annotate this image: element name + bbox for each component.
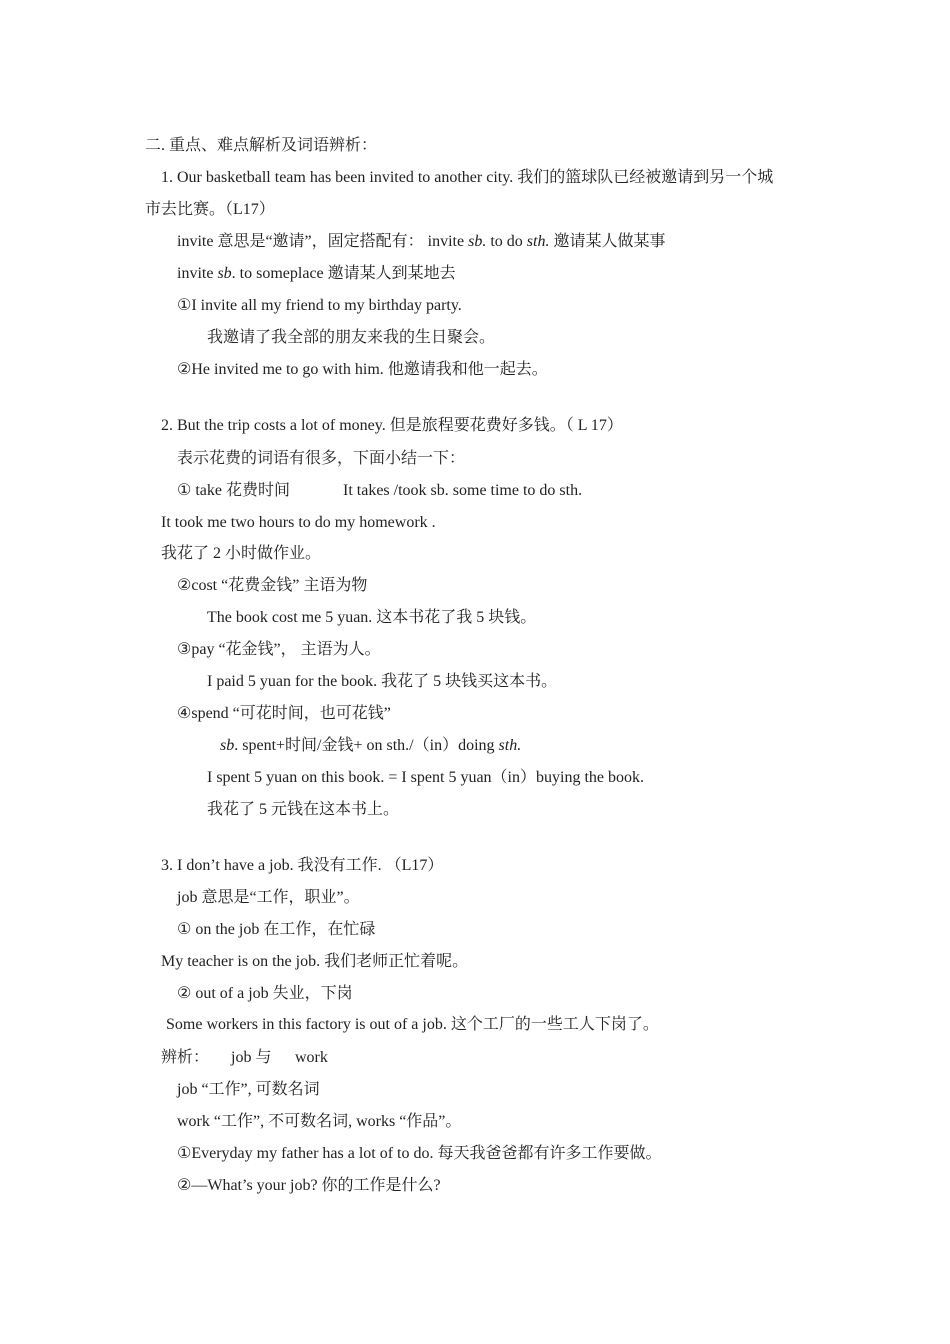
spend-example-translation: 我花了 5 元钱在这本书上。 <box>207 801 400 818</box>
spend-usage: ④spend “可花时间，也可花钱” <box>177 705 391 722</box>
out-of-a-job-example: Some workers in this factory is out of a job. 这个工厂的一些工人下岗了。 <box>166 1016 659 1033</box>
pay-usage: ③pay “花金钱”， 主语为人。 <box>177 641 381 658</box>
spend-pattern: sb. spent+时间/金钱+ on sth./（in）doing sth. <box>220 737 522 754</box>
discrimination-work: work <box>295 1049 328 1066</box>
spend-example: I spent 5 yuan on this book. = I spent 5 yuan（in）buying the book. <box>207 769 644 786</box>
item-2-sentence: 2. But the trip costs a lot of money. 但是旅程要花费好多钱。（ L 17） <box>161 417 623 434</box>
cost-example: The book cost me 5 yuan. 这本书花了我 5 块钱。 <box>207 609 537 626</box>
section-heading: 二. 重点、难点解析及词语辨析： <box>145 137 378 154</box>
job-question-example: ②—What’s your job? 你的工作是什么? <box>177 1177 441 1194</box>
example-1: ①I invite all my friend to my birthday party. <box>177 297 462 314</box>
example-2: ②He invited me to go with him. 他邀请我和他一起去。 <box>177 361 548 378</box>
job-meaning: job 意思是“工作，职业”。 <box>177 889 360 906</box>
example-1-translation: 我邀请了我全部的朋友来我的生日聚会。 <box>207 329 496 346</box>
job-definition: job “工作”, 可数名词 <box>177 1081 320 1098</box>
take-pattern: It takes /took sb. some time to do sth. <box>343 482 583 499</box>
out-of-a-job-usage: ② out of a job 失业，下岗 <box>177 985 353 1002</box>
work-example: ①Everyday my father has a lot of to do. 每天我爸爸都有许多工作要做。 <box>177 1145 662 1162</box>
item-1-sentence: 1. Our basketball team has been invited to another city. 我们的篮球队已经被邀请到另一个城 <box>161 169 774 186</box>
summary-intro: 表示花费的词语有很多，下面小结一下： <box>177 450 466 467</box>
invite-usage-line: invite 意思是“邀请”，固定搭配有： invite sb. to do sth. 邀请某人做某事 <box>177 233 666 250</box>
discrimination-label: 辨析： <box>161 1049 210 1066</box>
item-1-sentence-cont: 市去比赛。（L17） <box>145 201 275 218</box>
pay-example: I paid 5 yuan for the book. 我花了 5 块钱买这本书。 <box>207 673 558 690</box>
take-example-translation: 我花了 2 小时做作业。 <box>161 545 322 562</box>
take-usage: ① take 花费时间 <box>177 482 290 499</box>
on-the-job-usage: ① on the job 在工作，在忙碌 <box>177 921 376 938</box>
take-example: It took me two hours to do my homework . <box>161 514 436 531</box>
cost-usage: ②cost “花费金钱” 主语为物 <box>177 577 368 594</box>
invite-usage-line-2: invite sb. to someplace 邀请某人到某地去 <box>177 265 456 282</box>
item-3-sentence: 3. I don’t have a job. 我没有工作. （L17） <box>161 857 444 874</box>
work-definition: work “工作”, 不可数名词, works “作品”。 <box>177 1113 462 1130</box>
on-the-job-example: My teacher is on the job. 我们老师正忙着呢。 <box>161 953 469 970</box>
discrimination-job: job 与 <box>231 1049 272 1066</box>
